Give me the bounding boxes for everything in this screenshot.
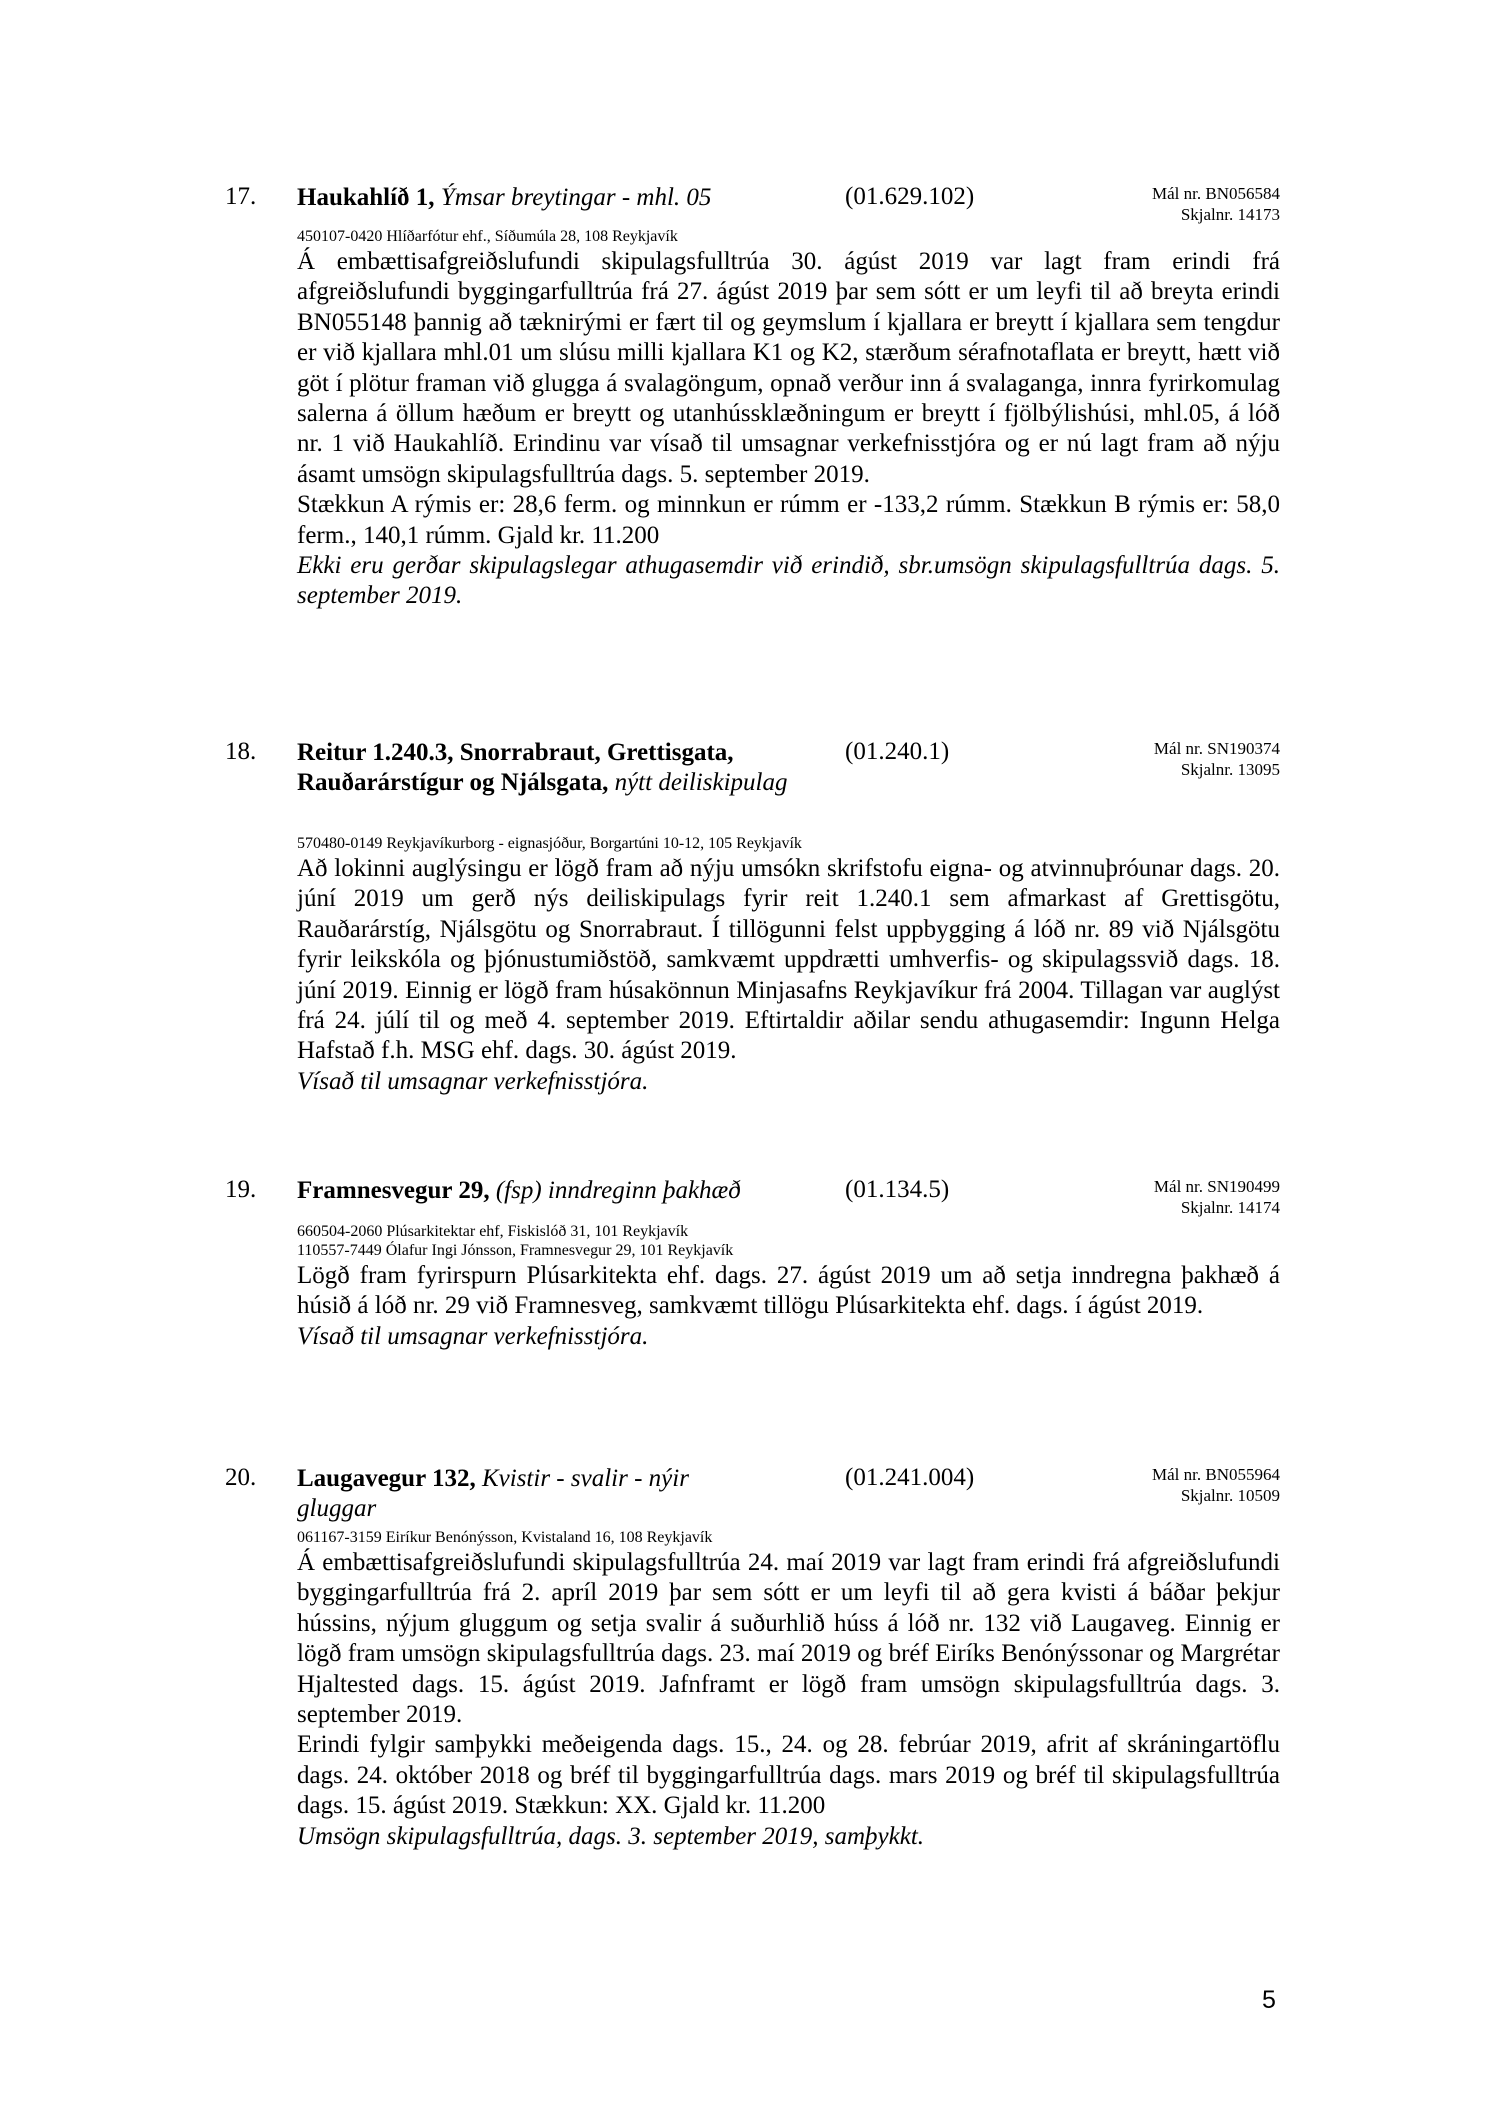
item-parcel-code: (01.241.004) <box>845 1464 975 1491</box>
item-parcel-code: (01.240.1) <box>845 738 950 765</box>
item-title-description: nýtt deiliskipulag <box>614 769 788 796</box>
item-title <box>297 1176 857 1206</box>
item-number: 17. <box>225 183 257 210</box>
item-title <box>297 1464 757 1524</box>
item-conclusion: Vísað til umsagnar verkefnisstjóra. <box>297 1322 649 1350</box>
item-title-description: (fsp) inndreginn þakhæð <box>495 1177 741 1204</box>
item-body <box>297 1261 1280 1352</box>
item-number: 18. <box>225 738 257 765</box>
body-paragraph: Lögð fram fyrirspurn Plúsarkitekta ehf. dags. 27. ágúst 2019 um að setja inndregna þakhæð á húsið á lóð nr. 29 við Framnesveg, samkvæmt tillögu Plúsarkitekta ehf. dags. í ágúst 2019. <box>297 1262 1280 1320</box>
item-title-description: Kvistir - svalir - nýir gluggar <box>297 1465 689 1522</box>
item-title-address: Haukahlíð 1, <box>297 184 435 211</box>
body-paragraph: Á embættisafgreiðslufundi skipulagsfulltrúa 24. maí 2019 var lagt fram erindi frá afgreiðslufundi byggingarfulltrúa frá 2. apríl 2019 þar sem sótt er um leyfi til að gera kvisti á báðar þekjur hússins, nýjum gluggum og setja svalir á suðurhlið húss á lóð nr. 132 við Laugaveg. Einnig er lögð fram umsögn skipulagsfulltrúa dags. 23. maí 2019 og bréf Eiríks Benónýssonar og Margrétar Hjaltested dags. 15. ágúst 2019. Jafnframt er lögð fram umsögn skipulagsfulltrúa dags. 3. september 2019. <box>297 1549 1280 1729</box>
item-title-description: Ýmsar breytingar - mhl. 05 <box>440 184 712 211</box>
body-paragraph: Að lokinni auglýsingu er lögð fram að nýju umsókn skrifstofu eigna- og atvinnuþróunar dags. 20. júní 2019 um gerð nýs deiliskipulags fyrir reit 1.240.1 sem afmarkast af Grettisgötu, Rauðarárstíg, Njálsgötu og Snorrabraut. Í tillögunni felst uppbygging á lóð nr. 89 við Njálsgötu fyrir leikskóla og þjónustumiðstöð, samkvæmt uppdrætti umhverfis- og skipulagssvið dags. 18. júní 2019. Einnig er lögð fram húsakönnun Minjasafns Reykjavíkur frá 2004. Tillagan var auglýst frá 24. júlí til og með 4. september 2019. Eftirtaldir aðilar sendu athugasemdir: Ingunn Helga Hafstað f.h. MSG ehf. dags. 30. ágúst 2019. <box>297 855 1280 1065</box>
item-title-address: Framnesvegur 29, <box>297 1177 490 1204</box>
case-number: Mál nr. SN190374 <box>1153 739 1280 758</box>
item-parcel-code: (01.134.5) <box>845 1176 950 1203</box>
item-owner: 110557-7449 Ólafur Ingi Jónsson, Framnesvegur 29, 101 Reykjavík <box>297 1242 734 1259</box>
item-body <box>297 247 1280 612</box>
item-title <box>297 738 837 798</box>
item-body <box>297 854 1280 1097</box>
item-number: 20. <box>225 1464 257 1491</box>
document-number: Skjalnr. 13095 <box>1180 760 1280 779</box>
item-title-address: Reitur 1.240.3, Snorrabraut, Grettisgata, Rauðarárstígur og Njálsgata, <box>297 739 734 796</box>
item-owner: 570480-0149 Reykjavíkurborg - eignasjóður, Borgartúni 10-12, 105 Reykjavík <box>297 835 802 852</box>
item-conclusion: Vísað til umsagnar verkefnisstjóra. <box>297 1067 649 1095</box>
item-title <box>297 183 857 213</box>
item-conclusion: Ekki eru gerðar skipulagslegar athugasemdir við erindið, sbr.umsögn skipulagsfulltrúa dags. 5. september 2019. <box>297 552 1280 610</box>
item-number: 19. <box>225 1176 257 1203</box>
item-owner: 061167-3159 Eiríkur Benónýsson, Kvistaland 16, 108 Reykjavík <box>297 1529 713 1546</box>
page-number: 5 <box>1262 1986 1276 2014</box>
document-number: Skjalnr. 10509 <box>1180 1486 1280 1505</box>
item-conclusion: Umsögn skipulagsfulltrúa, dags. 3. september 2019, samþykkt. <box>297 1822 925 1850</box>
item-case-numbers <box>1020 183 1280 225</box>
item-case-numbers <box>1020 738 1280 780</box>
document-number: Skjalnr. 14173 <box>1180 205 1280 224</box>
item-title-address: Laugavegur 132, <box>297 1465 476 1492</box>
body-paragraph: Stækkun A rýmis er: 28,6 ferm. og minnkun er rúmm er -133,2 rúmm. Stækkun B rýmis er: 58,0 ferm., 140,1 rúmm. Gjald kr. 11.200 <box>297 491 1280 549</box>
case-number: Mál nr. SN190499 <box>1153 1177 1280 1196</box>
case-number: Mál nr. BN056584 <box>1152 184 1280 203</box>
body-paragraph: Erindi fylgir samþykki meðeigenda dags. 15., 24. og 28. febrúar 2019, afrit af skráningartöflu dags. 24. október 2018 og bréf til byggingarfulltrúa dags. mars 2019 og bréf til skipulagsfulltrúa dags. 15. ágúst 2019. Stækkun: XX. Gjald kr. 11.200 <box>297 1731 1280 1820</box>
item-owner: 660504-2060 Plúsarkitektar ehf, Fiskislóð 31, 101 Reykjavík <box>297 1223 689 1240</box>
document-number: Skjalnr. 14174 <box>1180 1198 1280 1217</box>
item-owner-list <box>297 1222 733 1260</box>
item-owner: 450107-0420 Hlíðarfótur ehf., Síðumúla 28, 108 Reykjavík <box>297 228 678 245</box>
item-case-numbers <box>1020 1464 1280 1506</box>
case-number: Mál nr. BN055964 <box>1152 1465 1280 1484</box>
item-case-numbers <box>1020 1176 1280 1218</box>
item-body <box>297 1548 1280 1852</box>
item-parcel-code: (01.629.102) <box>845 183 975 210</box>
body-paragraph: Á embættisafgreiðslufundi skipulagsfulltrúa 30. ágúst 2019 var lagt fram erindi frá afgreiðslufundi byggingarfulltrúa frá 27. ágúst 2019 þar sem sótt er um leyfi til að breyta erindi BN055148 þannig að tæknirými er fært til og geymslum í kjallara er breytt í kjallara sem tengdur er við kjallara mhl.01 um slúsu milli kjallara K1 og K2, stærðum sérafnotaflata er breytt, hætt við göt í plötur framan við glugga á svalagöngum, opnað verður inn á svalaganga, innra fyrirkomulag salerna á öllum hæðum er breytt og utanhússklæðningum er breytt í fjölbýlishúsi, mhl.05, á lóð nr. 1 við Haukahlíð. Erindinu var vísað til umsagnar verkefnisstjóra og er nú lagt fram að nýju ásamt umsögn skipulagsfulltrúa dags. 5. september 2019. <box>297 248 1280 488</box>
